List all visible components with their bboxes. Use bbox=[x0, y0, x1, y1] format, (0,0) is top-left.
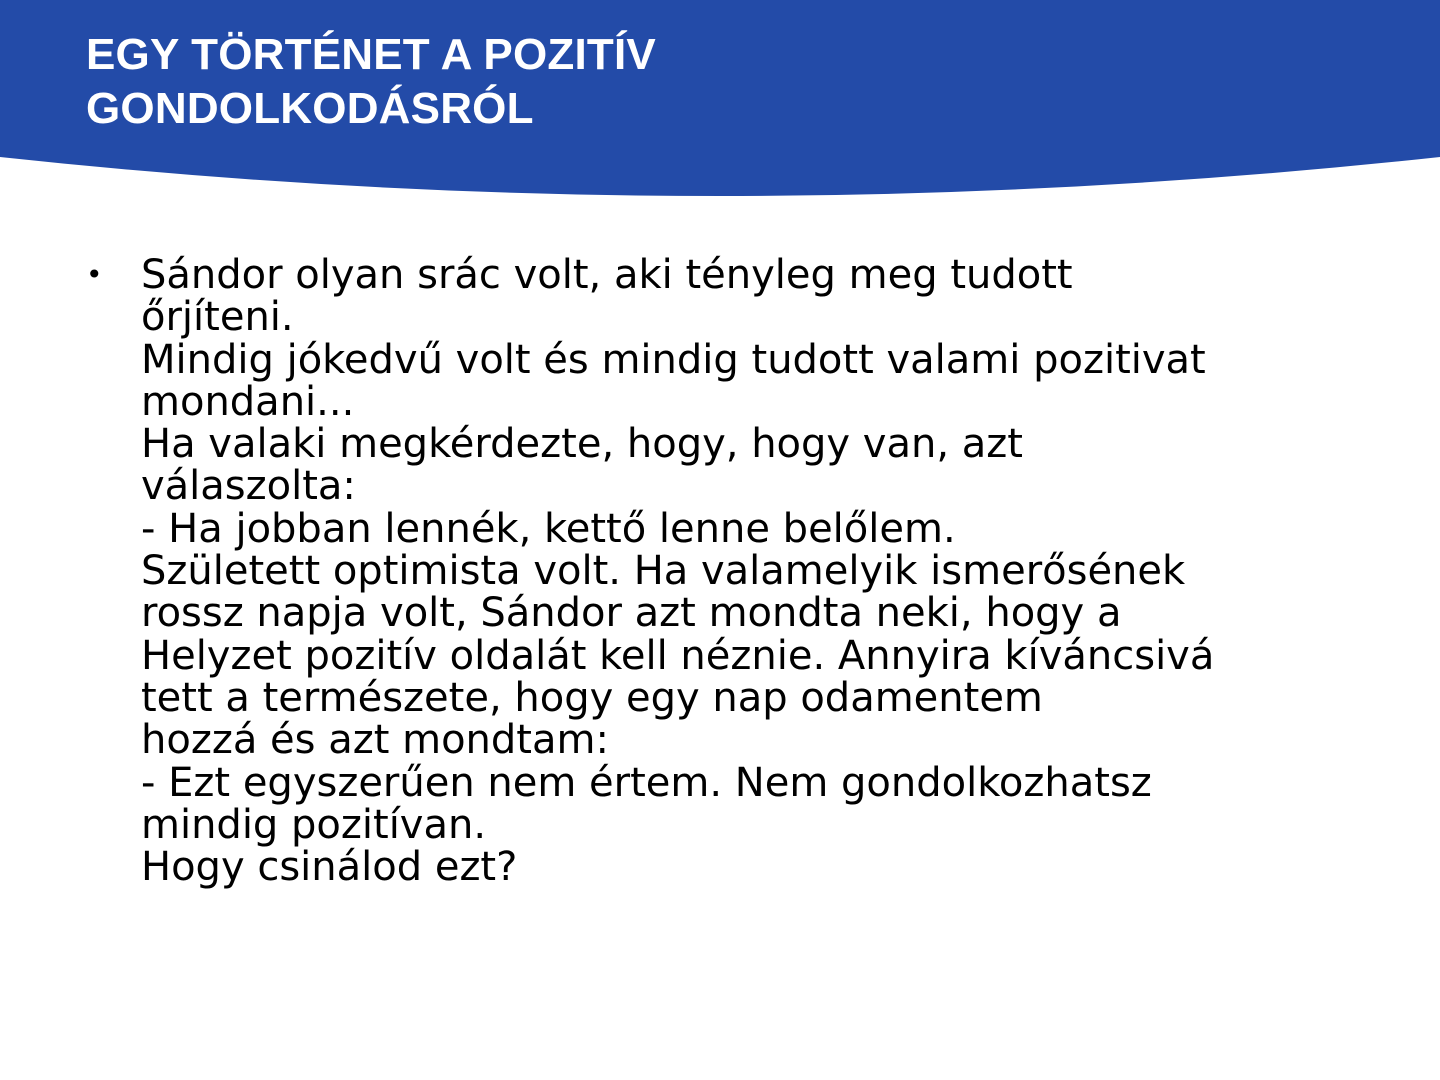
story-line: hozzá és azt mondtam: bbox=[141, 717, 609, 764]
story-line: Mindig jókedvű volt és mindig tudott valami pozitivat bbox=[141, 336, 1206, 383]
story-line: Ha valaki megkérdezte, hogy, hogy van, azt bbox=[141, 421, 1023, 468]
story-line: Született optimista volt. Ha valamelyik ismerősének bbox=[141, 548, 1186, 595]
story-line: őrjíteni. bbox=[141, 294, 294, 341]
story-line: Helyzet pozitív oldalát kell néznie. Annyira kíváncsivá bbox=[141, 632, 1215, 679]
bullet-item bbox=[86, 252, 1346, 891]
story-line: Hogy csinálod ezt? bbox=[141, 844, 518, 891]
story-line: mondani... bbox=[141, 378, 355, 425]
bullet-icon: • bbox=[86, 258, 103, 291]
slide-title-line: GONDOLKODÁSRÓL bbox=[86, 84, 534, 133]
story-line: - Ezt egyszerűen nem értem. Nem gondolkozhatsz bbox=[141, 759, 1152, 806]
story-line: - Ha jobban lennék, kettő lenne belőlem. bbox=[141, 505, 956, 552]
story-line: rossz napja volt, Sándor azt mondta neki, hogy a bbox=[141, 590, 1122, 637]
story-text bbox=[141, 252, 1346, 891]
story-line: válaszolta: bbox=[141, 463, 356, 510]
slide-title-line: EGY TÖRTÉNET A POZITÍV bbox=[86, 30, 656, 79]
slide-title bbox=[86, 28, 656, 136]
story-line: mindig pozitívan. bbox=[141, 801, 487, 848]
story-line: Sándor olyan srác volt, aki tényleg meg tudott bbox=[141, 252, 1073, 298]
slide-body bbox=[86, 252, 1346, 891]
story-line: tett a természete, hogy egy nap odamentem bbox=[141, 674, 1043, 721]
